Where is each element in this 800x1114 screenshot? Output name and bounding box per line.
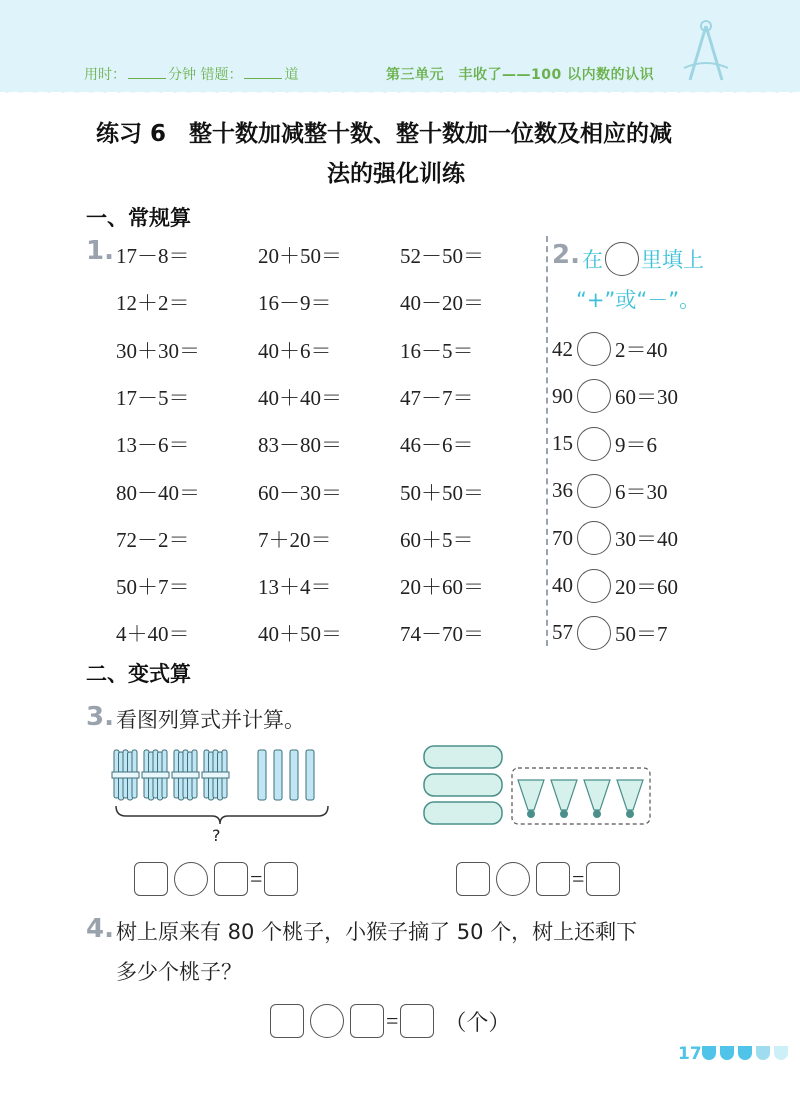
wrong-label: 错题： — [200, 67, 243, 83]
shuttlecock-icon — [617, 780, 643, 818]
operator-circle[interactable] — [496, 862, 530, 896]
equation-col3-6: 50＋50＝ — [400, 480, 484, 505]
equation-col3-2: 40－20＝ — [400, 291, 484, 316]
section-heading-2: 二、变式算 — [86, 662, 191, 686]
page-title — [96, 114, 736, 194]
shuttlecock-icon — [584, 780, 610, 818]
q2-instr-c: “+”或“－”。 — [576, 288, 701, 312]
equation-col2-4: 40＋40＝ — [258, 385, 342, 410]
equation-col1-7: 72－2＝ — [116, 527, 190, 552]
single-stick — [274, 750, 282, 800]
equation-col3-7: 60＋5＝ — [400, 527, 474, 552]
equation-col2-5: 83－80＝ — [258, 433, 342, 458]
operator-circle[interactable] — [577, 521, 611, 555]
equation-col1-8: 50＋7＝ — [116, 575, 190, 600]
equation-col2-6: 60－30＝ — [258, 480, 342, 505]
equation-col3-4: 47－7＝ — [400, 385, 474, 410]
single-stick — [258, 750, 266, 800]
time-label: 用时： — [84, 67, 126, 83]
dashed-divider — [546, 236, 548, 646]
q2-right-expression: 30＝40 — [615, 527, 678, 552]
q2-row-2 — [552, 379, 678, 413]
single-stick — [306, 750, 314, 800]
wrong-blank[interactable] — [244, 78, 282, 79]
q2-right-expression: 60＝30 — [615, 385, 678, 410]
operator-circle[interactable] — [577, 379, 611, 413]
q2-left-number: 36 — [552, 478, 573, 503]
answer-box[interactable] — [134, 862, 168, 896]
question-number-1: 1. — [86, 236, 114, 266]
q2-left-number: 42 — [552, 336, 573, 361]
q2-row-1 — [552, 332, 668, 366]
stick-bundle — [112, 750, 139, 800]
equals-sign: = — [250, 866, 263, 891]
q2-row-7 — [552, 616, 668, 650]
header-scallop — [0, 86, 800, 100]
stick-bundle — [142, 750, 169, 800]
time-wrong-record — [84, 64, 298, 84]
q2-left-number: 90 — [552, 383, 573, 408]
equation-col1-1: 17－8＝ — [116, 244, 190, 268]
equation-col1-6: 80－40＝ — [116, 480, 200, 505]
q2-right-expression: 20＝60 — [615, 574, 678, 599]
question-number-4: 4. — [86, 914, 114, 944]
operator-circle[interactable] — [310, 1004, 344, 1038]
time-blank[interactable] — [128, 78, 166, 79]
equation-col1-9: 4＋40＝ — [116, 622, 190, 647]
shuttlecock-tube — [424, 746, 502, 824]
q2-right-expression: 6＝30 — [615, 479, 668, 504]
equation-col1-2: 12＋2＝ — [116, 291, 190, 316]
equation-col2-7: 7＋20＝ — [258, 527, 332, 552]
q2-row-6 — [552, 569, 678, 603]
equals-sign: = — [572, 866, 585, 891]
q2-instruction — [582, 242, 704, 276]
decor-dot — [720, 1046, 734, 1060]
stick-bundle — [172, 750, 199, 800]
result-box[interactable] — [586, 862, 620, 896]
question-number-2: 2. — [552, 240, 580, 270]
equation-col2-9: 40＋50＝ — [258, 622, 342, 647]
shuttlecock-icon — [551, 780, 577, 818]
compass-icon — [676, 18, 736, 88]
circle-icon — [605, 242, 639, 276]
q2-left-number: 57 — [552, 620, 573, 645]
operator-circle[interactable] — [577, 332, 611, 366]
q2-right-expression: 9＝6 — [615, 432, 657, 457]
equation-col3-3: 16－5＝ — [400, 338, 474, 363]
q2-row-3 — [552, 427, 657, 461]
operator-circle[interactable] — [577, 427, 611, 461]
decor-dot — [702, 1046, 716, 1060]
answer-box[interactable] — [536, 862, 570, 896]
shuttlecock-picture — [420, 742, 660, 834]
shuttlecock-icon — [518, 780, 544, 818]
q2-left-number: 40 — [552, 573, 573, 597]
equation-col1-3: 30＋30＝ — [116, 338, 200, 363]
decor-dot — [738, 1046, 752, 1060]
q2-right-expression: 50＝7 — [615, 621, 668, 646]
title-line-1: 练习 6 整十数加减整十数、整十数加一位数及相应的减 — [96, 121, 673, 147]
section-heading-1: 一、常规算 — [86, 206, 191, 230]
brace — [116, 806, 328, 824]
q2-row-4 — [552, 474, 668, 508]
equation-col2-1: 20＋50＝ — [258, 244, 342, 268]
operator-circle[interactable] — [577, 616, 611, 650]
unit-label: （个） — [444, 1010, 511, 1036]
page-decoration — [702, 1046, 788, 1060]
q4-line-1: 树上原来有 80 个桃子，小猴子摘了 50 个，树上还剩下 — [116, 920, 638, 944]
equals-sign: = — [386, 1008, 399, 1033]
equation-col3-1: 52－50＝ — [400, 244, 484, 268]
equation-col2-2: 16－9＝ — [258, 291, 332, 316]
result-box[interactable] — [264, 862, 298, 896]
answer-box[interactable] — [214, 862, 248, 896]
single-stick — [290, 750, 298, 800]
question-number-3: 3. — [86, 702, 114, 732]
equation-col3-8: 20＋60＝ — [400, 575, 484, 600]
q3-answer-right — [456, 862, 620, 896]
q2-left-number: 15 — [552, 431, 573, 456]
equation-col3-5: 46－6＝ — [400, 433, 474, 458]
equation-col1-4: 17－5＝ — [116, 385, 190, 410]
equation-col2-3: 40＋6＝ — [258, 338, 332, 363]
question-unit: 道 — [284, 67, 299, 83]
q2-left-number: 70 — [552, 525, 573, 550]
unit-title: 第三单元 丰收了——100 以内数的认识 — [386, 67, 655, 83]
operator-circle[interactable] — [577, 569, 611, 603]
q3-question-mark: ? — [212, 826, 221, 845]
q2-instr-a: 在 — [582, 248, 603, 272]
title-line-2: 法的强化训练 — [327, 161, 465, 187]
equation-col1-5: 13－6＝ — [116, 433, 190, 458]
operator-circle[interactable] — [174, 862, 208, 896]
q2-instr-b: 里填上 — [641, 248, 704, 272]
stick-bundle — [202, 750, 229, 800]
decor-dot — [774, 1046, 788, 1060]
equation-col2-8: 13＋4＝ — [258, 575, 332, 600]
q4-answer — [270, 1004, 510, 1038]
result-box[interactable] — [400, 1004, 434, 1038]
q2-right-expression: 2＝40 — [615, 338, 668, 362]
q2-row-5 — [552, 521, 678, 555]
q3-answer-left — [134, 862, 298, 896]
equation-col3-9: 74－70＝ — [400, 622, 484, 647]
answer-box[interactable] — [456, 862, 490, 896]
decor-dot — [756, 1046, 770, 1060]
page-number: 17 — [678, 1044, 702, 1064]
minute-label: 分钟 — [168, 67, 196, 83]
q3-text: 看图列算式并计算。 — [116, 708, 305, 732]
operator-circle[interactable] — [577, 474, 611, 508]
sticks-picture — [108, 744, 348, 852]
answer-box[interactable] — [270, 1004, 304, 1038]
answer-box[interactable] — [350, 1004, 384, 1038]
q4-line-2: 多少个桃子？ — [116, 960, 242, 984]
